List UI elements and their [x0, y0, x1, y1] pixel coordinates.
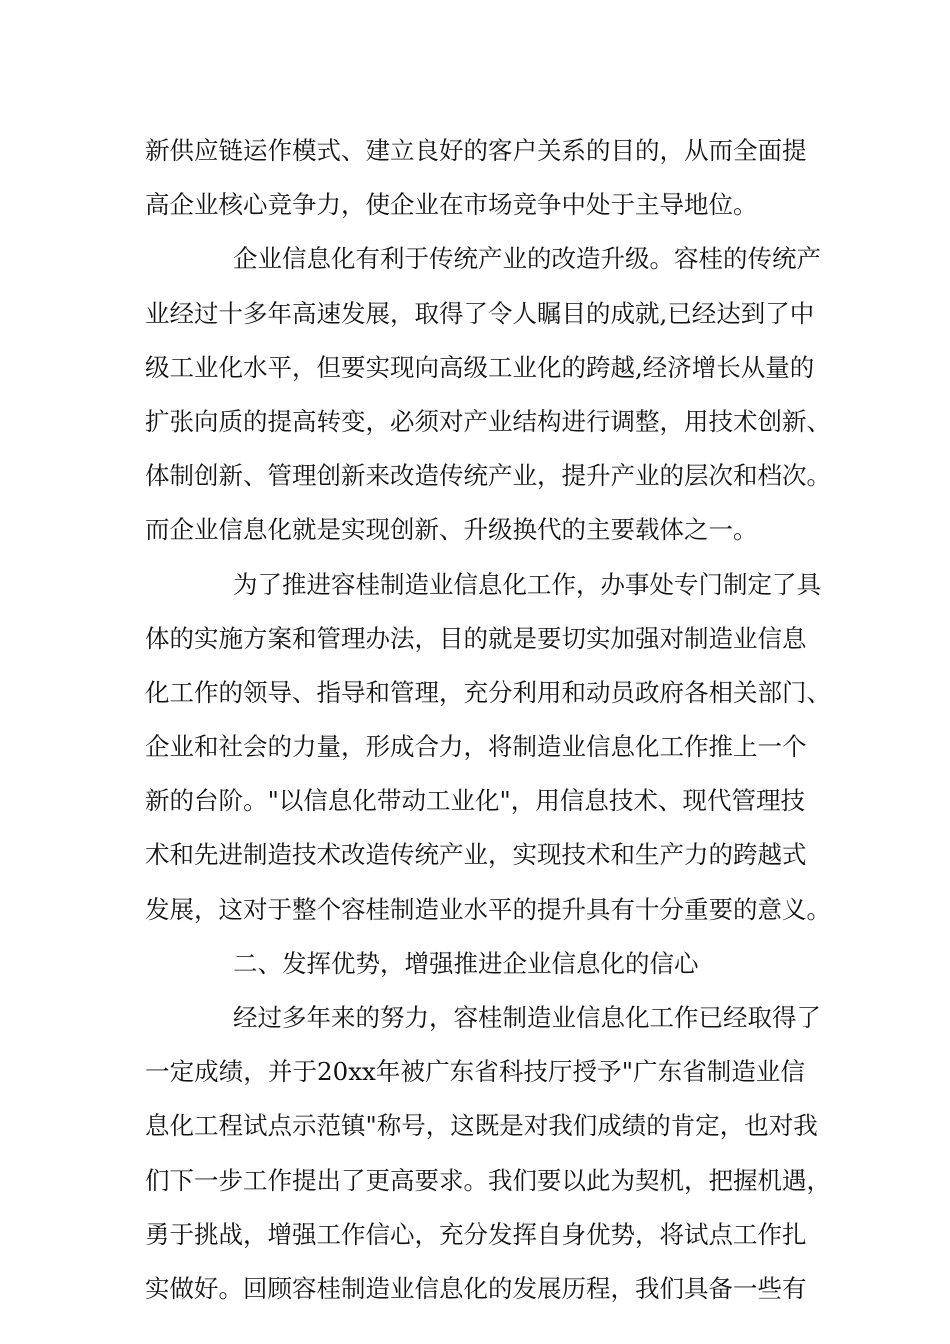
- text-line: 们下一步工作提出了更高要求。我们要以此为契机，把握机遇，: [145, 1165, 831, 1195]
- text-line: 高企业核心竞争力，使企业在市场竞争中处于主导地位。: [145, 190, 758, 220]
- section-heading: [145, 937, 805, 991]
- text-line: 新供应链运作模式、建立良好的客户关系的目的，从而全面提: [145, 136, 807, 165]
- text-line: 息化工程试点示范镇"称号，这既是对我们成绩的肯定，也对我: [145, 1111, 818, 1141]
- heading-line: 二、发挥优势，增强推进企业信息化的信心: [233, 948, 699, 978]
- text-line: 扩张向质的提高转变，必须对产业结构进行调整，用技术创新、: [145, 406, 831, 436]
- text-line: 级工业化水平，但要实现向高级工业化的跨越,经济增长从量的: [145, 352, 815, 382]
- text-line: 而企业信息化就是实现创新、升级换代的主要载体之一。: [145, 515, 758, 545]
- text-line: 发展，这对于整个容桂制造业水平的提升具有十分重要的意义。: [145, 894, 831, 924]
- text-line: 勇于挑战，增强工作信心，充分发挥自身优势，将试点工作扎: [145, 1219, 807, 1249]
- paragraph-1: [145, 124, 805, 232]
- text-line: 术和先进制造技术改造传统产业，实现技术和生产力的跨越式: [145, 840, 807, 870]
- paragraph-4: [145, 991, 831, 1316]
- text-line: 为了推进容桂制造业信息化工作，办事处专门制定了具: [233, 569, 821, 599]
- paragraph-2: [145, 232, 831, 557]
- text-line: 体制创新、管理创新来改造传统产业，提升产业的层次和档次。: [145, 461, 831, 491]
- paragraph-3: [145, 558, 831, 937]
- text-line: 化工作的领导、指导和管理，充分利用和动员政府各相关部门、: [145, 677, 831, 707]
- document-page: [145, 124, 831, 1316]
- text-line: 体的实施方案和管理办法，目的就是要切实加强对制造业信息: [145, 623, 807, 653]
- text-line: 新的台阶。"以信息化带动工业化"，用信息技术、现代管理技: [145, 786, 805, 816]
- text-line: 实做好。回顾容桂制造业信息化的发展历程，我们具备一些有: [145, 1273, 807, 1303]
- text-line: 经过多年来的努力，容桂制造业信息化工作已经取得了: [233, 1003, 821, 1032]
- text-line: 企业和社会的力量，形成合力，将制造业信息化工作推上一个: [145, 732, 807, 762]
- text-line: 一定成绩，并于20xx年被广东省科技厅授予"广东省制造业信: [145, 1057, 805, 1087]
- text-line: 企业信息化有利于传统产业的改造升级。容桂的传统产: [233, 244, 821, 274]
- text-line: 业经过十多年高速发展，取得了令人瞩目的成就,已经达到了中: [145, 298, 815, 328]
